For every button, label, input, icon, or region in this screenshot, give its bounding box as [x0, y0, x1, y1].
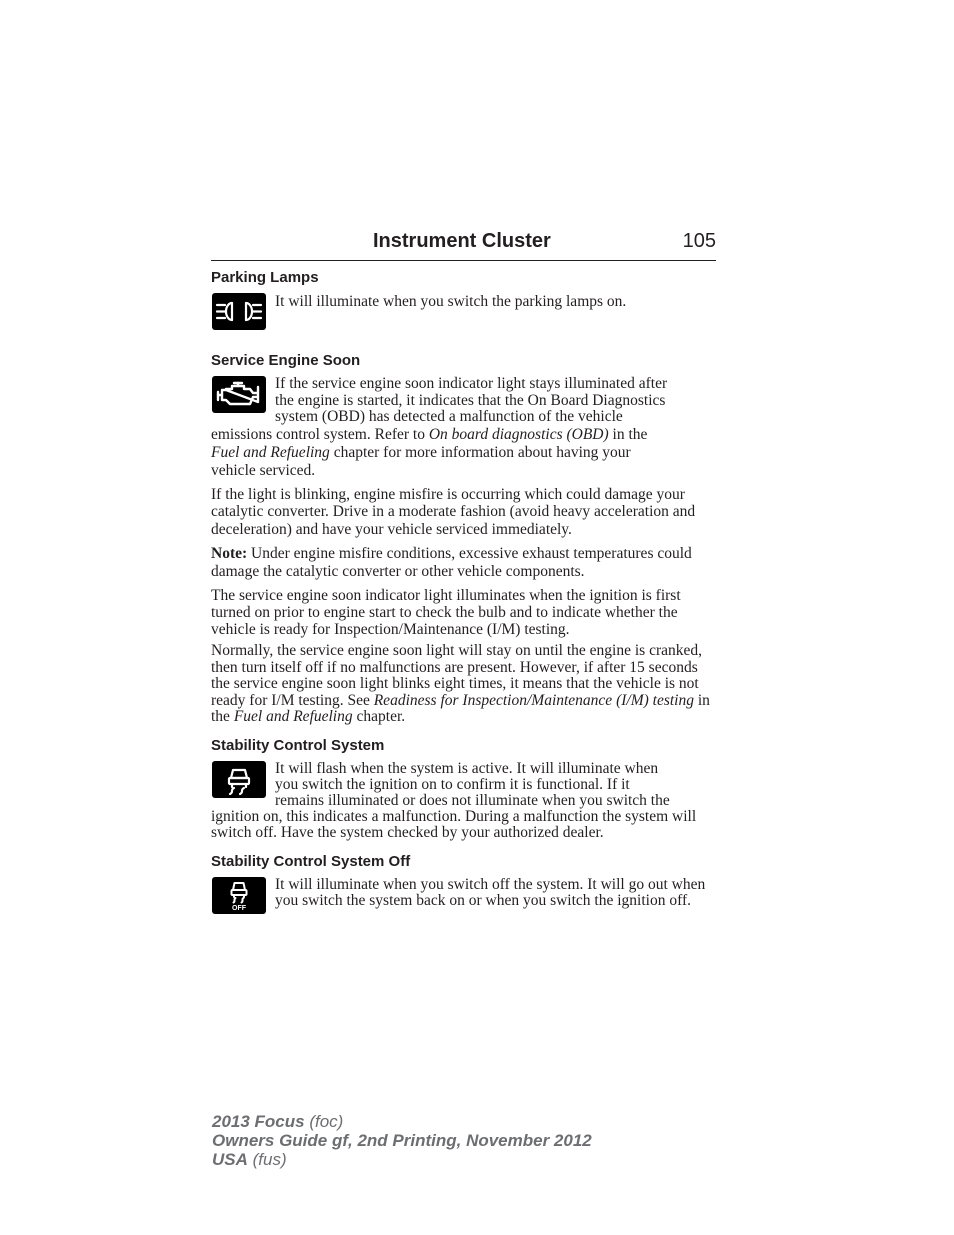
section-heading: Service Engine Soon [211, 352, 361, 369]
section-service-engine-soon [211, 352, 716, 726]
footer-line: 2013 Focus (foc) [212, 1112, 344, 1131]
body-paragraph: If the light is blinking, engine misfire is occurring which could damage your catalytic converter. Drive in a moderate fashion (avoid heavy acceleration and deceleration) and have your vehicle serviced immediately. [211, 485, 696, 538]
section-stability-control-off [211, 853, 716, 910]
chapter-reference: Fuel and Refueling [233, 708, 353, 725]
body-text-line: remains illuminated or does not illuminate when you switch the [275, 791, 670, 809]
body-text-line: Fuel and Refueling chapter for more information about having your [211, 443, 631, 461]
chapter-reference: Fuel and Refueling [211, 443, 330, 461]
section-heading: Stability Control System Off [211, 852, 411, 870]
body-text-line: It will flash when the system is active. It will illuminate when [275, 759, 659, 777]
stability-control-off-icon [212, 877, 266, 914]
body-text: It will illuminate when you switch the parking lamps on. [275, 293, 627, 310]
footer [212, 1112, 592, 1169]
body-paragraph: The service engine soon indicator light illuminates when the ignition is first turned on prior to engine start to check the bulb and to indicate whether the vehicle is ready for Inspection/Maintenance (I/M) testing. [211, 587, 681, 638]
body-text-line: the engine is started, it indicates that the On Board Diagnostics [275, 391, 666, 409]
section-heading: Parking Lamps [211, 269, 319, 286]
service-engine-soon-icon [212, 376, 266, 413]
body-text-line: you switch the ignition on to confirm it is functional. If it [275, 775, 630, 793]
body-text-line: vehicle serviced. [211, 461, 316, 479]
section-parking-lamps [211, 269, 716, 347]
section-stability-control [211, 737, 716, 842]
running-header [211, 228, 716, 261]
page-number: 105 [682, 230, 716, 252]
section-heading: Stability Control System [211, 736, 385, 754]
parking-lamps-icon [212, 293, 266, 330]
body-paragraph: Normally, the service engine soon light will stay on until the engine is cranked, then turn itself off if no malfunctions are present. However, if after 15 seconds the service engine soon light blinks eight times, it means that the vehicle is not ready for I/M testing. See Readiness for Inspection/Maintenance (I/M) testing in the Fuel and Refueling chapter. [211, 642, 710, 725]
body-text: ignition on, this indicates a malfunction. During a malfunction the system will switch off. Have the system checked by your authorized dealer. [211, 807, 697, 841]
stability-control-icon [212, 761, 266, 798]
footer-line: USA (fus) [212, 1150, 287, 1169]
page-content [211, 228, 716, 910]
body-text-line: system (OBD) has detected a malfunction of the vehicle [275, 408, 623, 425]
body-text: It will illuminate when you switch off the system. It will go out when you switch the system back on or when you switch the ignition off. [275, 875, 706, 909]
cross-reference: On board diagnostics (OBD) [428, 425, 609, 443]
off-label: OFF [232, 904, 246, 912]
cross-reference: Readiness for Inspection/Maintenance (I/M) testing [373, 691, 694, 709]
note-label: Note: [211, 545, 248, 562]
footer-line: Owners Guide gf, 2nd Printing, November 2012 [212, 1131, 592, 1150]
note-paragraph: Note: Under engine misfire conditions, excessive exhaust temperatures could damage the catalytic converter or other vehicle components. [211, 545, 692, 580]
body-text-line: emissions control system. Refer to On board diagnostics (OBD) in the [211, 425, 648, 443]
body-text-line: If the service engine soon indicator light stays illuminated after [275, 375, 668, 392]
chapter-title: Instrument Cluster [373, 230, 551, 252]
